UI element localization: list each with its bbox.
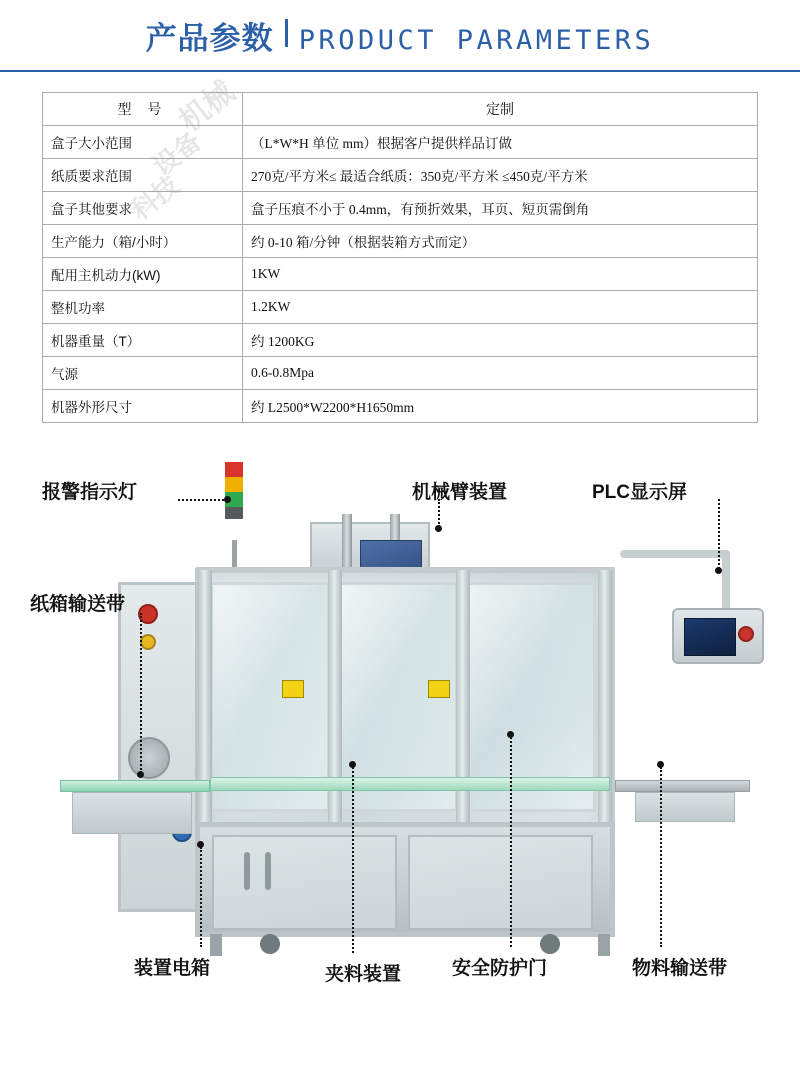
leader-dot-robot-arm — [435, 525, 442, 532]
leader-dot-clamp-device — [349, 761, 356, 768]
row-value: 0.6-0.8Mpa — [243, 357, 758, 390]
leader-line-safety-door-v — [510, 737, 512, 947]
callout-safety-door: 安全防护门 — [452, 958, 548, 979]
carton-conveyor-frame — [72, 792, 192, 834]
warning-label-icon-1 — [282, 680, 304, 698]
warning-label-icon-2 — [428, 680, 450, 698]
tower-light-base — [225, 507, 243, 519]
row-value: 约 L2500*W2200*H1650mm — [243, 390, 758, 423]
row-value: 约 1200KG — [243, 324, 758, 357]
internal-conveyor-belt — [210, 777, 610, 791]
callout-carton-conveyor: 纸箱输送带 — [30, 594, 126, 615]
hmi-support-arm-vertical — [722, 550, 730, 610]
title-divider — [285, 19, 288, 47]
table-row — [43, 225, 758, 258]
material-conveyor-frame — [635, 792, 735, 822]
leader-dot-carton-conveyor — [137, 771, 144, 778]
base-door-handle-right — [265, 852, 271, 890]
callout-alarm-light: 报警指示灯 — [42, 482, 138, 503]
leader-line-alarm-light-h — [178, 499, 228, 501]
tower-light-yellow — [225, 477, 243, 492]
callout-electric-box: 装置电箱 — [134, 958, 211, 979]
leader-dot-electric-box — [197, 841, 204, 848]
table-row — [43, 159, 758, 192]
row-key: 纸质要求范围 — [43, 159, 243, 192]
header-title-group — [146, 13, 655, 58]
leader-line-robot-arm-v — [438, 499, 440, 527]
row-key: 盒子其他要求 — [43, 192, 243, 225]
support-leg-left — [210, 934, 222, 956]
leader-line-electric-box-v — [200, 847, 202, 947]
page-header — [0, 0, 800, 72]
leader-dot-material-conveyor — [657, 761, 664, 768]
row-value: 1.2KW — [243, 291, 758, 324]
page-title-en: PRODUCT PARAMETERS — [298, 24, 655, 56]
table-row — [43, 126, 758, 159]
table-row — [43, 258, 758, 291]
spec-table-section — [0, 72, 800, 423]
row-key: 气源 — [43, 357, 243, 390]
row-value: 270克/平方米≤ 最适合纸质：350克/平方米 ≤450克/平方米 — [243, 159, 758, 192]
caster-wheel-right — [540, 934, 560, 954]
row-key: 配用主机动力(kW) — [43, 258, 243, 291]
table-header-key: 型 号 — [43, 93, 243, 126]
callout-clamp-device: 夹料装置 — [325, 964, 402, 985]
arm-rod-left — [342, 514, 352, 572]
table-row — [43, 324, 758, 357]
table-row — [43, 291, 758, 324]
plc-hmi-panel — [672, 608, 764, 664]
page-title-cn: 产品参数 — [145, 20, 274, 56]
row-key: 生产能力（箱/小时） — [43, 225, 243, 258]
leader-line-carton-conveyor-v — [140, 613, 142, 773]
material-conveyor-belt — [615, 780, 750, 792]
row-value: （L*W*H 单位 mm）根据客户提供样品订做 — [243, 126, 758, 159]
machine-photo-section — [0, 437, 800, 1057]
table-row — [43, 390, 758, 423]
base-door-handle-left — [244, 852, 250, 890]
callout-robot-arm: 机械臂装置 — [412, 482, 508, 503]
leader-line-material-conveyor-v — [660, 767, 662, 947]
support-leg-right — [598, 934, 610, 956]
leader-dot-plc-screen — [715, 567, 722, 574]
leader-dot-safety-door — [507, 731, 514, 738]
callout-material-conveyor: 物料输送带 — [632, 958, 728, 979]
cabinet-fan-icon — [128, 737, 170, 779]
hmi-support-arm-horizontal — [620, 550, 730, 558]
row-key: 盒子大小范围 — [43, 126, 243, 159]
row-key: 整机功率 — [43, 291, 243, 324]
row-key: 机器重量（T） — [43, 324, 243, 357]
tower-light-red — [225, 462, 243, 477]
emergency-stop-icon — [738, 626, 754, 642]
table-row — [43, 192, 758, 225]
row-value: 约 0-10 箱/分钟（根据装箱方式而定） — [243, 225, 758, 258]
indicator-lamp-icon — [140, 634, 156, 650]
callout-plc-screen: PLC显示屏 — [592, 482, 688, 503]
leader-dot-alarm-light — [224, 496, 231, 503]
table-header-row — [43, 93, 758, 126]
leader-line-plc-v — [718, 499, 720, 569]
plc-display-screen — [684, 618, 736, 656]
carton-conveyor-belt — [60, 780, 210, 792]
base-door-left — [212, 835, 397, 930]
product-parameters-table — [42, 92, 758, 423]
caster-wheel-left — [260, 934, 280, 954]
table-row — [43, 357, 758, 390]
watermark-line-3: 科技 — [125, 169, 185, 226]
watermark-line-2: 设备 — [147, 125, 207, 182]
row-value: 盒子压痕不小于 0.4mm，有预折效果，耳页、短页需倒角 — [243, 192, 758, 225]
watermark-line-1: 机械 — [173, 75, 241, 139]
table-header-value: 定制 — [243, 93, 758, 126]
leader-line-clamp-device-v — [352, 767, 354, 953]
base-door-right — [408, 835, 593, 930]
machine-illustration — [60, 522, 750, 992]
machine-base-cabinet — [195, 822, 615, 937]
row-value: 1KW — [243, 258, 758, 291]
row-key: 机器外形尺寸 — [43, 390, 243, 423]
